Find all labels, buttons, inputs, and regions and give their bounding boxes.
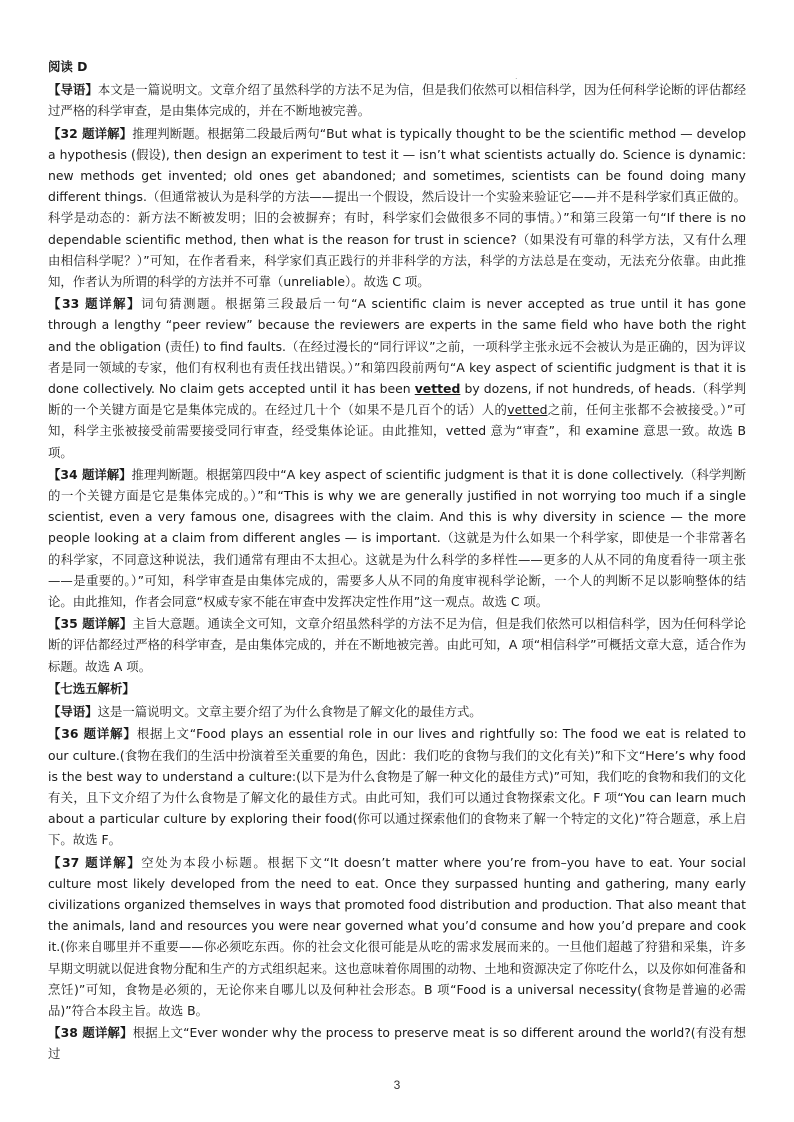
para-tag: 【38 题详解】: [48, 1025, 133, 1041]
q35-paragraph: [48, 613, 746, 677]
para-text: 推理判断题。根据第二段最后两句“But what is typically thought to be the scientific method — develop a hypothesis (假设), then design an experiment to test it — isn’t what scientists actually do. Science is dynamic: new methods get invented; old ones get abandoned; and sometimes, scientists can be found doing many different things.（但通常被认为是科学的方法——提出一个假设，然后设计一个实验来验证它——并不是科学家们真正做的。科学是动态的：新方法不断被发明；旧的会被摒弃；有时，科学家们会做很多不同的事情。）”和第三段第一句“If there is no dependable scientific method, then what is the reason for trust in science?（如果没有可靠的科学方法，又有什么理由相信科学呢？）”可知，在作者看来，科学家们真正践行的并非科学的方法，科学的方法总是在变动，无法充分依靠。由此推知，作者认为所谓的科学的方法并不可靠（unreliable）。故选 C 项。: [48, 125, 747, 290]
intro-paragraph: [48, 701, 746, 722]
q36-paragraph: [48, 723, 746, 850]
para-text: 这是一篇说明文。文章主要介绍了为什么食物是了解文化的最佳方式。: [97, 704, 482, 720]
intro-paragraph: [48, 79, 746, 121]
highlight-word: vetted: [507, 402, 548, 418]
q37-paragraph: [48, 852, 746, 1022]
section-heading: 阅读 D: [48, 59, 88, 74]
para-text: 根据上文“Ever wonder why the process to preserve meat is so different around the world?(有没有想过: [48, 1025, 746, 1062]
page-number: 3: [393, 1078, 401, 1092]
scan-mark: .: [515, 72, 518, 81]
para-tag: 【导语】: [48, 82, 98, 98]
para-text: 根据上文“Food plays an essential role in our lives and rightfully so: The food we eat is related to our culture.(食物在我们的生活中扮演着至关重要的角色，因此：我们吃的食物与我们的文化有关)”和下文“Here’s why food is the best way to understand a culture:(以下是为什么食物是了解一种文化的最佳方式)”可知，我们吃的食物和我们的文化有关，且下文介绍了为什么食物是了解文化的最佳方式。由此可知，我们可以通过食物探索文化。F 项“You can learn much about a particular culture by exploring their food(你可以通过探索他们的食物来了解一个特定的文化)”符合题意，承上启下。故选 F。: [48, 726, 746, 848]
para-text: 之前，任何主张都不会被接受。）”可知，科学主张被接受前需要接受同行审查，经受集体论证。由此推知，vetted 意为“审查”，和 examine 意思一致。故选 B 项。: [48, 402, 746, 460]
para-text: 词句猜测题。根据第三段最后一句“A scientific claim is never accepted as true until it has gone through a lengthy “peer review” because the reviewers are experts in the same field who have both the right and the obligation (责任) to find faults.（在经过漫长的“同行评议”之前，一项科学主张永远不会被认为是正确的，因为评议者是同一领域的专家，他们有权利也有责任找出错误。）”和第四段前两句“A key aspect of scientific judgment is that it is done collectively. No claim gets accepted until it has been: [48, 296, 746, 397]
para-tag: 【33 题详解】: [48, 296, 142, 312]
q33-paragraph: [48, 293, 746, 463]
para-tag: 【导语】: [48, 704, 98, 720]
para-tag: 【37 题详解】: [48, 854, 142, 870]
para-text: 空处为本段小标题。根据下文“It doesn’t matter where you’re from–you have to eat. Your social culture most likely developed from the need to eat. Once they surpassed hunting and gathering, many early civilizations organized themselves in ways that promoted food distribution and production. That also meant that the animals, land and resources you were near governed what you’d consume and how you’d prepare and cook it.(你来自哪里并不重要——你必须吃东西。你的社会文化很可能是从吃的需求发展而来的。一旦他们超越了狩猎和采集，许多早期文明就以促进食物分配和生产的方式组织起来。这也意味着你周围的动物、土地和资源决定了你吃什么，以及你如何准备和烹饪)”可知，食物是必须的，无论你来自哪儿以及何种社会形态。B 项“Food is a universal necessity(食物是普遍的必需品)”符合本段主旨。故选 B。: [48, 854, 747, 1018]
highlight-word: vetted: [414, 381, 461, 397]
para-tag: 【34 题详解】: [48, 466, 132, 482]
q38-paragraph: [48, 1022, 746, 1064]
para-tag: 【32 题详解】: [48, 125, 133, 141]
para-text: 本文是一篇说明文。文章介绍了虽然科学的方法不足为信，但是我们依然可以相信科学，因为任何科学论断的评估都经过严格的科学审查，是由集体完成的，并在不断地被完善。: [48, 82, 747, 119]
para-text: by dozens, if not hundreds, of heads.（科学判断的一个关键方面是它是集体完成的。在经过几十个（如果不是几百个的话）人的: [48, 381, 746, 418]
section-heading: 【七选五解析】: [48, 680, 135, 696]
para-tag: 【35 题详解】: [48, 616, 133, 632]
q34-paragraph: [48, 464, 746, 612]
para-text: 主旨大意题。通读全文可知，文章介绍虽然科学的方法不足为信，但是我们依然可以相信科学，因为任何科学论断的评估都经过严格的科学审查，是由集体完成的，并在不断地被完善。由此可知，A 项“相信科学”可概括文章大意，适合作为标题。故选 A 项。: [48, 616, 746, 674]
para-text: 推理判断题。根据第四段中“A key aspect of scientific judgment is that it is done collectively.（科学判断的一个关键方面是它是集体完成的。）”和“This is why we are generally justified in not worrying too much if a single scientist, even a very famous one, disagrees with the claim. And this is why diversity in science — the more people looking at a claim from different angles — is important.（这就是为什么如果一个科学家，即使是一个非常著名的科学家，不同意这种说法，我们通常有理由不太担心。这就是为什么科学的多样性——更多的人从不同的角度看待一项主张——是重要的。）”可知，科学审查是由集体完成的，需要多人从不同的角度审视科学论断，一个人的判断不足以影响整体的结论。由此推知，作者会同意“权威专家不能在审查中发挥决定性作用”这一观点。故选 C 项。: [48, 466, 746, 610]
q32-paragraph: [48, 123, 746, 293]
para-tag: 【36 题详解】: [48, 726, 137, 742]
